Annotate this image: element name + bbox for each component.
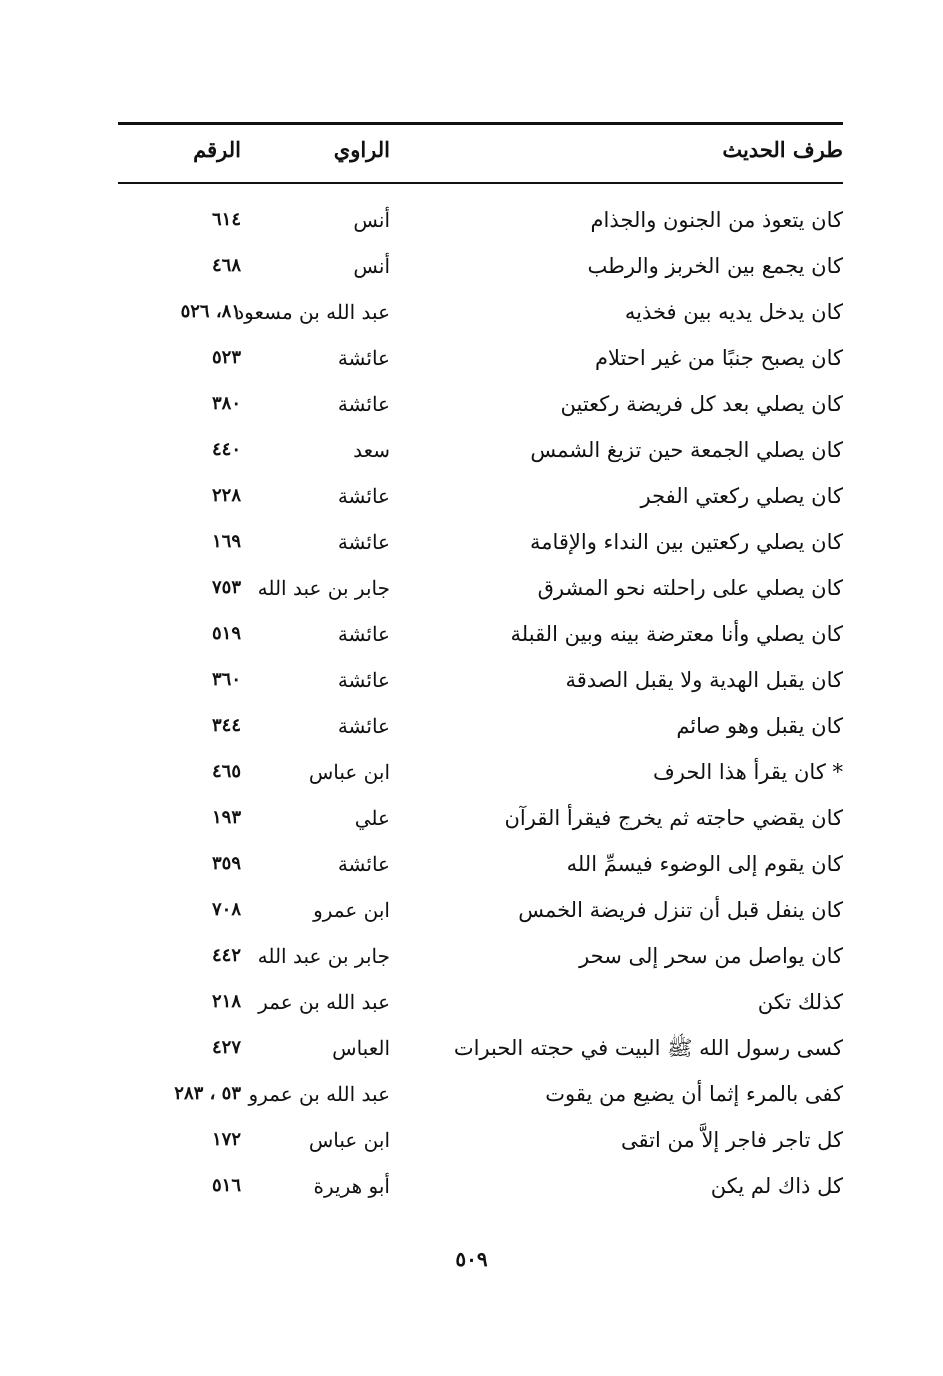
header-rule <box>118 182 843 184</box>
table-row <box>118 1120 843 1160</box>
hadith-number: ٤٦٥ <box>211 761 241 782</box>
hadith-number: ٢١٨ <box>211 991 241 1012</box>
rawi-name: عبد الله بن عمرو <box>248 1082 390 1106</box>
page-number: ٥٠٩ <box>455 1247 488 1271</box>
hadith-text: كان يصلي على راحلته نحو المشرق <box>537 576 843 600</box>
table-row <box>118 568 843 608</box>
hadith-number: ١٩٣ <box>211 807 241 828</box>
table-header-row <box>118 130 843 170</box>
rawi-name: جابر بن عبد الله <box>257 944 390 968</box>
hadith-text: كان يصلي وأنا معترضة بينه وبين القبلة <box>510 622 843 646</box>
table-row <box>118 890 843 930</box>
hadith-number: ٧٥٣ <box>211 577 241 598</box>
table-row <box>118 476 843 516</box>
rawi-name: عائشة <box>337 622 390 646</box>
rawi-name: عائشة <box>337 346 390 370</box>
hadith-number: ٥٢٣ <box>211 347 241 368</box>
rawi-name: عائشة <box>337 530 390 554</box>
table-row <box>118 614 843 654</box>
hadith-number: ١٦٩ <box>211 531 241 552</box>
rawi-name: عائشة <box>337 484 390 508</box>
table-row <box>118 384 843 424</box>
hadith-text: كان يتعوذ من الجنون والجذام <box>590 208 843 232</box>
table-row <box>118 1028 843 1068</box>
hadith-text: كان يصلي الجمعة حين تزيغ الشمس <box>530 438 843 462</box>
table-row <box>118 1074 843 1114</box>
hadith-text: كان ينفل قبل أن تنزل فريضة الخمس <box>518 898 843 922</box>
hadith-text: كفى بالمرء إثما أن يضيع من يقوت <box>545 1082 843 1106</box>
hadith-number: ٥٣ ، ٢٨٣ <box>174 1083 241 1104</box>
table-row <box>118 798 843 838</box>
hadith-text: * كان يقرأ هذا الحرف <box>653 760 843 784</box>
hadith-number: ٥١٩ <box>211 623 241 644</box>
table-row <box>118 982 843 1022</box>
header-number: الرقم <box>193 137 241 162</box>
hadith-text: كل تاجر فاجر إلاَّ من اتقى <box>621 1128 843 1152</box>
hadith-text: كان يدخل يديه بين فخذيه <box>624 300 843 324</box>
hadith-text: كان يقبل وهو صائم <box>676 714 843 738</box>
table-row <box>118 706 843 746</box>
rawi-name: عائشة <box>337 714 390 738</box>
hadith-text: كان يقوم إلى الوضوء فيسمِّ الله <box>566 852 843 876</box>
hadith-text: كسى رسول الله ﷺ البيت في حجته الحبرات <box>453 1036 843 1060</box>
rawi-name: عبد الله بن عمر <box>258 990 390 1014</box>
table-row <box>118 522 843 562</box>
hadith-number: ٧٠٨ <box>211 899 241 920</box>
hadith-number: ٢٢٨ <box>211 485 241 506</box>
hadith-text: كان يقبل الهدية ولا يقبل الصدقة <box>565 668 843 692</box>
hadith-number: ٤٤٢ <box>211 945 241 966</box>
table-row <box>118 1166 843 1206</box>
hadith-number: ٤٢٧ <box>211 1037 241 1058</box>
table-row <box>118 660 843 700</box>
hadith-text: كل ذاك لم يكن <box>710 1174 843 1198</box>
rawi-name: ابن عمرو <box>313 898 390 922</box>
hadith-text: كان يقضي حاجته ثم يخرج فيقرأ القرآن <box>504 806 843 830</box>
hadith-number: ٣٥٩ <box>211 853 241 874</box>
rawi-name: العباس <box>332 1036 390 1060</box>
hadith-text: كان يصلي ركعتين بين النداء والإقامة <box>529 530 843 554</box>
hadith-number: ٨١، ٥٢٦ <box>180 301 241 322</box>
hadith-text: كان يصبح جنبًا من غير احتلام <box>594 346 843 370</box>
hadith-text: كذلك تكن <box>757 990 843 1014</box>
hadith-number: ٣٨٠ <box>211 393 241 414</box>
table-row <box>118 338 843 378</box>
hadith-text: كان يواصل من سحر إلى سحر <box>579 944 843 968</box>
hadith-number: ٤٦٨ <box>211 255 241 276</box>
table-row <box>118 936 843 976</box>
hadith-number: ٣٦٠ <box>211 669 241 690</box>
table-row <box>118 752 843 792</box>
hadith-text: كان يجمع بين الخربز والرطب <box>587 254 843 278</box>
hadith-text: كان يصلي بعد كل فريضة ركعتين <box>560 392 843 416</box>
top-rule <box>118 122 843 125</box>
table-row <box>118 292 843 332</box>
header-rawi: الراوي <box>333 137 390 162</box>
rawi-name: عائشة <box>337 392 390 416</box>
hadith-number: ١٧٢ <box>211 1129 241 1150</box>
table-row <box>118 246 843 286</box>
rawi-name: عائشة <box>337 668 390 692</box>
hadith-number: ٥١٦ <box>211 1175 241 1196</box>
rawi-name: ابن عباس <box>308 760 390 784</box>
hadith-number: ٣٤٤ <box>211 715 241 736</box>
table-row <box>118 844 843 884</box>
hadith-number: ٤٤٠ <box>211 439 241 460</box>
rawi-name: أنس <box>353 254 390 278</box>
rawi-name: عائشة <box>337 852 390 876</box>
rawi-name: أبو هريرة <box>313 1174 390 1198</box>
table-row <box>118 430 843 470</box>
hadith-number: ٦١٤ <box>211 209 241 230</box>
hadith-text: كان يصلي ركعتي الفجر <box>640 484 843 508</box>
rawi-name: جابر بن عبد الله <box>257 576 390 600</box>
rawi-name: عبد الله بن مسعود <box>235 300 390 324</box>
rawi-name: أنس <box>353 208 390 232</box>
header-hadith: طرف الحديث <box>722 137 843 162</box>
rawi-name: علي <box>354 806 390 830</box>
table-row <box>118 200 843 240</box>
rawi-name: ابن عباس <box>308 1128 390 1152</box>
rawi-name: سعد <box>353 438 390 462</box>
